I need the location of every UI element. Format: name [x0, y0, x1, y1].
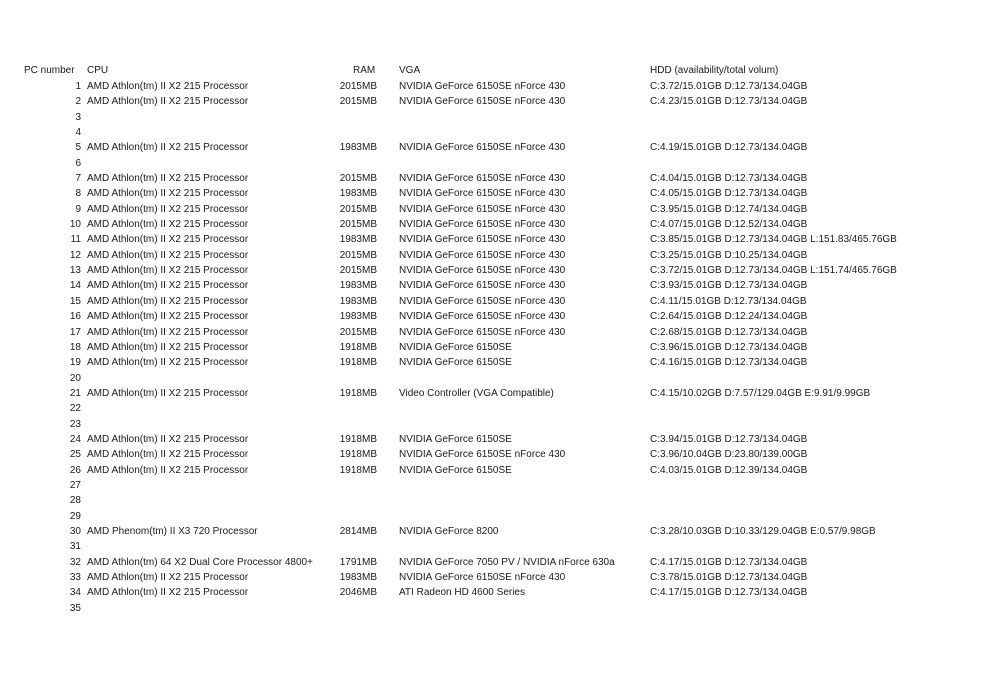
table-row	[0, 278, 983, 293]
hdd-cell: C:4.19/15.01GB D:12.73/134.04GB	[650, 142, 808, 154]
cpu-cell: AMD Athlon(tm) II X2 215 Processor	[87, 188, 249, 200]
table-row	[0, 570, 983, 585]
hdd-cell: C:4.03/15.01GB D:12.39/134.04GB	[650, 464, 808, 476]
ram-cell: 1983MB	[339, 311, 377, 323]
ram-cell: 2015MB	[339, 249, 377, 261]
vga-cell: Video Controller (VGA Compatible)	[399, 387, 554, 399]
table-row	[0, 110, 983, 125]
cpu-cell: AMD Athlon(tm) II X2 215 Processor	[87, 357, 249, 369]
vga-cell: NVIDIA GeForce 6150SE nForce 430	[399, 311, 566, 323]
hdd-cell: C:3.72/15.01GB D:12.73/134.04GB	[650, 81, 808, 92]
vga-cell: NVIDIA GeForce 6150SE	[399, 357, 512, 369]
table-row	[0, 447, 983, 462]
pc-number-cell: 2	[75, 96, 81, 108]
table-row	[0, 401, 983, 416]
header-vga: VGA	[399, 65, 421, 76]
table-row	[0, 493, 983, 508]
ram-cell: 1983MB	[339, 295, 377, 307]
pc-number-cell: 23	[69, 418, 81, 430]
pc-number-cell: 18	[69, 341, 81, 353]
cpu-cell: AMD Athlon(tm) II X2 215 Processor	[87, 234, 249, 246]
cpu-cell: AMD Athlon(tm) II X2 215 Processor	[87, 587, 249, 599]
pc-number-cell: 8	[75, 188, 81, 200]
vga-cell: NVIDIA GeForce 6150SE nForce 430	[399, 96, 566, 108]
vga-cell: ATI Radeon HD 4600 Series	[399, 587, 525, 599]
pc-number-cell: 31	[69, 541, 81, 553]
hdd-cell: C:3.96/15.01GB D:12.73/134.04GB	[650, 341, 808, 353]
ram-cell: 2015MB	[339, 173, 377, 185]
table-row	[0, 140, 983, 155]
pc-number-cell: 17	[69, 326, 81, 338]
cpu-cell: AMD Athlon(tm) II X2 215 Processor	[87, 142, 249, 154]
table-row	[0, 248, 983, 263]
cpu-cell: AMD Athlon(tm) II X2 215 Processor	[87, 311, 249, 323]
pc-number-cell: 25	[69, 449, 81, 461]
hdd-cell: C:3.95/15.01GB D:12.74/134.04GB	[650, 203, 808, 215]
vga-cell: NVIDIA GeForce 6150SE nForce 430	[399, 249, 566, 261]
pc-number-cell: 22	[69, 403, 81, 415]
vga-cell: NVIDIA GeForce 6150SE nForce 430	[399, 188, 566, 200]
vga-cell: NVIDIA GeForce 7050 PV / NVIDIA nForce 630a	[399, 556, 615, 568]
table-body	[0, 79, 983, 616]
table-row	[0, 340, 983, 355]
table-row	[0, 294, 983, 309]
vga-cell: NVIDIA GeForce 6150SE	[399, 464, 512, 476]
vga-cell: NVIDIA GeForce 6150SE nForce 430	[399, 219, 566, 231]
cpu-cell: AMD Athlon(tm) II X2 215 Processor	[87, 203, 249, 215]
header-cpu: CPU	[87, 65, 109, 76]
vga-cell: NVIDIA GeForce 6150SE nForce 430	[399, 449, 566, 461]
vga-cell: NVIDIA GeForce 6150SE nForce 430	[399, 203, 566, 215]
pc-number-cell: 34	[69, 587, 81, 599]
hdd-cell: C:4.15/10.02GB D:7.57/129.04GB E:9.91/9.99GB	[650, 387, 871, 399]
table-row	[0, 232, 983, 247]
cpu-cell: AMD Athlon(tm) II X2 215 Processor	[87, 464, 249, 476]
table-row	[0, 509, 983, 524]
table-row	[0, 171, 983, 186]
table-row	[0, 186, 983, 201]
header-hdd: HDD (availability/total volum)	[650, 65, 779, 76]
table-row	[0, 601, 983, 616]
ram-cell: 1983MB	[339, 142, 377, 154]
table-row	[0, 371, 983, 386]
hdd-cell: C:3.85/15.01GB D:12.73/134.04GB L:151.83/465.76GB	[650, 234, 897, 246]
cpu-cell: AMD Phenom(tm) II X3 720 Processor	[87, 525, 258, 537]
pc-number-cell: 13	[69, 265, 81, 277]
hdd-cell: C:3.94/15.01GB D:12.73/134.04GB	[650, 433, 808, 445]
hdd-cell: C:2.64/15.01GB D:12.24/134.04GB	[650, 311, 808, 323]
table-row	[0, 478, 983, 493]
ram-cell: 2015MB	[339, 81, 377, 92]
vga-cell: NVIDIA GeForce 6150SE nForce 430	[399, 142, 566, 154]
cpu-cell: AMD Athlon(tm) 64 X2 Dual Core Processor 4800+	[87, 556, 313, 568]
ram-cell: 1918MB	[339, 357, 377, 369]
pc-number-cell: 6	[75, 157, 81, 169]
cpu-cell: AMD Athlon(tm) II X2 215 Processor	[87, 219, 249, 231]
pc-number-cell: 32	[69, 556, 81, 568]
pc-number-cell: 1	[75, 81, 81, 92]
hdd-cell: C:4.07/15.01GB D:12.52/134.04GB	[650, 219, 808, 231]
pc-number-cell: 10	[69, 219, 81, 231]
hdd-cell: C:4.17/15.01GB D:12.73/134.04GB	[650, 556, 808, 568]
pc-number-cell: 21	[69, 387, 81, 399]
cpu-cell: AMD Athlon(tm) II X2 215 Processor	[87, 387, 249, 399]
hdd-cell: C:4.05/15.01GB D:12.73/134.04GB	[650, 188, 808, 200]
table-row	[0, 585, 983, 600]
hdd-cell: C:3.78/15.01GB D:12.73/134.04GB	[650, 572, 808, 583]
cpu-cell: AMD Athlon(tm) II X2 215 Processor	[87, 326, 249, 338]
cpu-cell: AMD Athlon(tm) II X2 215 Processor	[87, 81, 249, 92]
pc-number-cell: 20	[69, 372, 81, 384]
table-row	[0, 94, 983, 109]
cpu-cell: AMD Athlon(tm) II X2 215 Processor	[87, 265, 249, 277]
cpu-cell: AMD Athlon(tm) II X2 215 Processor	[87, 433, 249, 445]
table-row	[0, 463, 983, 478]
vga-cell: NVIDIA GeForce 6150SE	[399, 433, 512, 445]
pc-number-cell: 27	[69, 479, 81, 491]
table-row	[0, 156, 983, 171]
pc-number-cell: 16	[69, 311, 81, 323]
pc-number-cell: 19	[69, 357, 81, 369]
ram-cell: 1918MB	[339, 341, 377, 353]
ram-cell: 1918MB	[339, 449, 377, 461]
cpu-cell: AMD Athlon(tm) II X2 215 Processor	[87, 96, 249, 108]
pc-number-cell: 33	[69, 572, 81, 583]
cpu-cell: AMD Athlon(tm) II X2 215 Processor	[87, 173, 249, 185]
ram-cell: 1983MB	[339, 234, 377, 246]
pc-number-cell: 29	[69, 510, 81, 522]
pc-number-cell: 11	[70, 234, 81, 246]
pc-number-cell: 26	[69, 464, 81, 476]
header-row	[0, 63, 983, 79]
cpu-cell: AMD Athlon(tm) II X2 215 Processor	[87, 341, 249, 353]
pc-number-cell: 35	[69, 602, 81, 614]
ram-cell: 1983MB	[339, 572, 377, 583]
vga-cell: NVIDIA GeForce 6150SE nForce 430	[399, 234, 566, 246]
pc-inventory-sheet	[0, 63, 983, 616]
hdd-cell: C:3.96/10.04GB D:23.80/139.00GB	[650, 449, 808, 461]
cpu-cell: AMD Athlon(tm) II X2 215 Processor	[87, 280, 249, 292]
header-ram: RAM	[353, 65, 376, 76]
pc-number-cell: 3	[75, 111, 81, 123]
pc-number-cell: 14	[69, 280, 81, 292]
vga-cell: NVIDIA GeForce 6150SE nForce 430	[399, 265, 566, 277]
table-row	[0, 217, 983, 232]
ram-cell: 2814MB	[339, 525, 377, 537]
pc-number-cell: 9	[75, 203, 81, 215]
vga-cell: NVIDIA GeForce 6150SE nForce 430	[399, 326, 566, 338]
ram-cell: 1918MB	[339, 387, 377, 399]
ram-cell: 2015MB	[339, 326, 377, 338]
vga-cell: NVIDIA GeForce 6150SE nForce 430	[399, 280, 566, 292]
vga-cell: NVIDIA GeForce 6150SE nForce 430	[399, 81, 566, 92]
pc-number-cell: 28	[69, 495, 81, 507]
hdd-cell: C:4.23/15.01GB D:12.73/134.04GB	[650, 96, 808, 108]
hdd-cell: C:3.28/10.03GB D:10.33/129.04GB E:0.57/9.98GB	[650, 525, 876, 537]
pc-number-cell: 15	[69, 295, 81, 307]
table-row	[0, 432, 983, 447]
hdd-cell: C:4.17/15.01GB D:12.73/134.04GB	[650, 587, 808, 599]
hdd-cell: C:3.93/15.01GB D:12.73/134.04GB	[650, 280, 808, 292]
ram-cell: 2015MB	[339, 96, 377, 108]
vga-cell: NVIDIA GeForce 6150SE nForce 430	[399, 295, 566, 307]
table-row	[0, 555, 983, 570]
hdd-cell: C:3.72/15.01GB D:12.73/134.04GB L:151.74/465.76GB	[650, 265, 897, 277]
table-row	[0, 524, 983, 539]
cpu-cell: AMD Athlon(tm) II X2 215 Processor	[87, 449, 249, 461]
table-row	[0, 417, 983, 432]
vga-cell: NVIDIA GeForce 6150SE nForce 430	[399, 572, 566, 583]
pc-number-cell: 4	[75, 127, 81, 139]
ram-cell: 2015MB	[339, 219, 377, 231]
pc-number-cell: 12	[69, 249, 81, 261]
table-row	[0, 309, 983, 324]
table-row	[0, 125, 983, 140]
ram-cell: 1791MB	[339, 556, 377, 568]
hdd-cell: C:2.68/15.01GB D:12.73/134.04GB	[650, 326, 808, 338]
header-pc-number: PC number	[24, 65, 75, 76]
hdd-cell: C:4.11/15.01GB D:12.73/134.04GB	[650, 295, 807, 307]
pc-number-cell: 24	[69, 433, 81, 445]
vga-cell: NVIDIA GeForce 6150SE nForce 430	[399, 173, 566, 185]
vga-cell: NVIDIA GeForce 6150SE	[399, 341, 512, 353]
cpu-cell: AMD Athlon(tm) II X2 215 Processor	[87, 572, 249, 583]
cpu-cell: AMD Athlon(tm) II X2 215 Processor	[87, 249, 249, 261]
pc-number-cell: 30	[69, 525, 81, 537]
hdd-cell: C:4.04/15.01GB D:12.73/134.04GB	[650, 173, 808, 185]
ram-cell: 2015MB	[339, 265, 377, 277]
hdd-cell: C:4.16/15.01GB D:12.73/134.04GB	[650, 357, 808, 369]
table-row	[0, 79, 983, 94]
hdd-cell: C:3.25/15.01GB D:10.25/134.04GB	[650, 249, 808, 261]
table-row	[0, 325, 983, 340]
vga-cell: NVIDIA GeForce 8200	[399, 525, 499, 537]
table-row	[0, 539, 983, 554]
ram-cell: 2015MB	[339, 203, 377, 215]
pc-number-cell: 5	[75, 142, 81, 154]
table-row	[0, 263, 983, 278]
table-row	[0, 386, 983, 401]
table-row	[0, 355, 983, 370]
cpu-cell: AMD Athlon(tm) II X2 215 Processor	[87, 295, 249, 307]
table-row	[0, 202, 983, 217]
ram-cell: 1918MB	[339, 464, 377, 476]
ram-cell: 1983MB	[339, 280, 377, 292]
ram-cell: 1983MB	[339, 188, 377, 200]
ram-cell: 1918MB	[339, 433, 377, 445]
ram-cell: 2046MB	[339, 587, 377, 599]
pc-number-cell: 7	[75, 173, 81, 185]
